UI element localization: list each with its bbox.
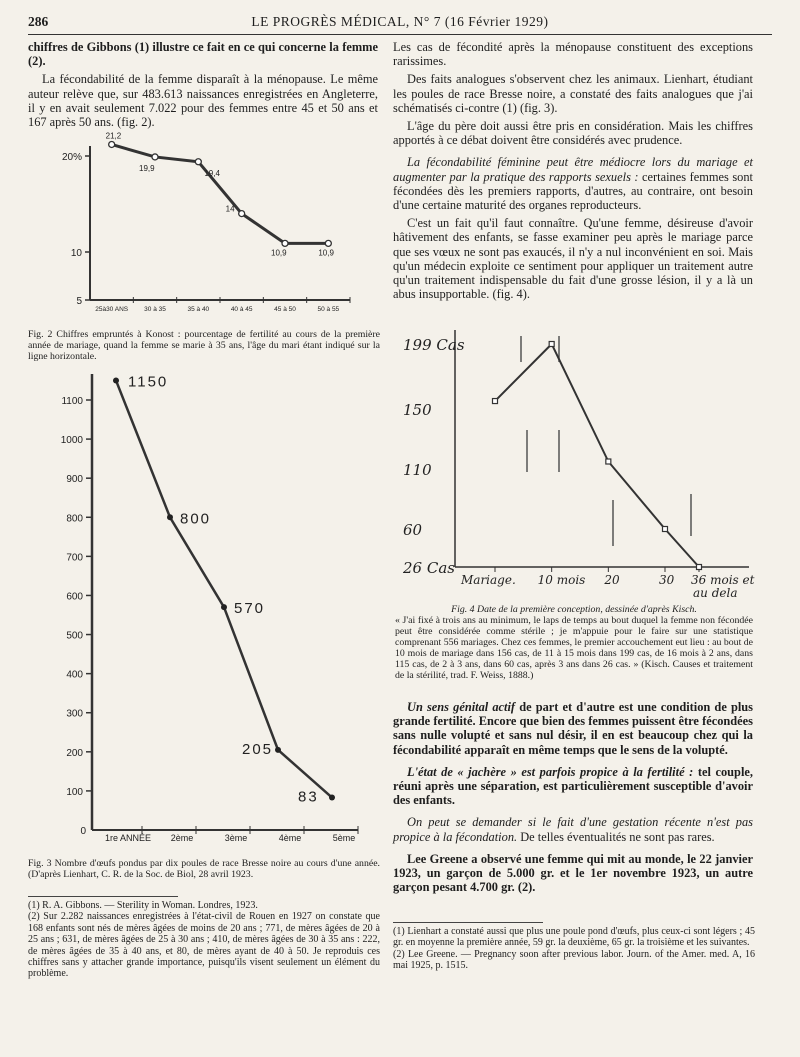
fig4-point (606, 459, 611, 464)
fig4-point (493, 399, 498, 404)
fig2-point (152, 154, 158, 160)
figure-2-caption: Fig. 2 Chiffres empruntés à Konost : pourcentage de fertilité au cours de la première année de mariage, quand la femme se marie à 35 ans, l'âge du mari étant indiqué sur la ligne horizontale. (28, 329, 380, 362)
right-column-bottom (393, 700, 753, 898)
fig4-axes (402, 330, 755, 600)
fig2-point (109, 141, 115, 147)
fig4-x-tick-label: 30 (659, 573, 675, 587)
fig3-y-tick-label: 500 (66, 630, 83, 642)
fig4-series-line (495, 344, 699, 567)
fig3-point-label: 1150 (128, 373, 169, 391)
fig3-point-label: 83 (298, 788, 319, 806)
fig2-x-tick-label: 30 à 35 (144, 306, 166, 313)
fig2-point (325, 240, 331, 246)
fig3-marks (113, 373, 335, 805)
fig2-x-tick-label: 50 à 55 (317, 306, 340, 313)
fig2-point-label: 10,9 (271, 248, 287, 258)
fig3-point-label: 205 (242, 740, 274, 758)
figure-3-caption: Fig. 3 Nombre d'œufs pondus par dix poules de race Bresse noire au cours d'une année. (D'après Lienhart, C. R. de la Soc. de Biol, 28 avril 1923. (28, 858, 380, 880)
header-rule (28, 34, 772, 35)
right-paragraph-4-italic: La fécondabilité féminine peut être médiocre lors du mariage et augmenter par la pratique des rapports sexuels : (393, 155, 753, 184)
fig2-point-label: 14 (225, 204, 235, 214)
fig3-axes (61, 374, 358, 843)
fig3-y-tick-label: 300 (66, 708, 83, 720)
fig2-point-label: 21,2 (105, 132, 122, 141)
fig3-y-tick-label: 1100 (61, 396, 83, 407)
journal-title: LE PROGRÈS MÉDICAL, N° 7 (16 Février 1929) (251, 14, 549, 29)
fig4-x-tick-label: Mariage. (461, 573, 516, 587)
fig3-y-tick-label: 800 (66, 513, 83, 525)
fig3-y-tick-label: 200 (66, 747, 83, 759)
left-footnote-1: (1) R. A. Gibbons. — Sterility in Woman. Londres, 1923. (28, 900, 258, 911)
fig4-x-tick-label-cont: au dela (693, 586, 738, 600)
fig3-x-tick-label: 4ème (278, 833, 302, 843)
figure-2-chart (28, 132, 378, 318)
figure-4-caption-body: « J'ai fixé à trois ans au minimum, le laps de temps au bout duquel la femme non fécondée peut être considérée comme stérile ; je m'appuie pour le faire sur une statistique comprenant 556 mariages. Chez ces femmes, le premier accouchement eut lieu : au bout de 10 mois de mariage dans 156 cas, de 11 à 15 mois dans 199 cas, de 16 mois à 2 ans, dans 115 cas, de 2 à 3 ans, dans 60 cas, après 3 ans dans 26 cas. » (Kisch. Causes et traitement de la stérilité, trad. F. Weiss, 1888.) (395, 615, 753, 681)
right-paragraph-9: Lee Greene a observé une femme qui mit au monde, le 22 janvier 1923, un garçon de 5.000 gr. et le 1er novembre 1923, un autre garçon pesant 4.700 gr. (2). (393, 851, 753, 895)
fig3-series-line (116, 380, 332, 797)
right-paragraph-8-italic: On peut se demander si le fait d'une gestation récente n'est pas propice à la fécondation. (393, 815, 753, 844)
fig2-y-tick-label: 10 (70, 248, 82, 259)
figure-4-chart (393, 322, 773, 600)
fig4-point (663, 527, 668, 532)
fig3-point-label: 800 (180, 510, 212, 528)
fig3-y-tick-label: 1000 (60, 435, 83, 447)
right-paragraph-6-rest: de part et d'autre est une condition de plus grande fertilité. Encore que bien des femmes puissent être fécondées sans nulle volupté et sans nul désir, il en est beaucoup chez qui la fécondabilité apparaît en même temps que le sens de la volupté. (393, 700, 753, 757)
figure-3-chart (28, 370, 383, 850)
fig2-point (195, 159, 201, 165)
fig4-y-tick-label: 199 Cas (403, 336, 465, 354)
right-paragraph-3: L'âge du père doit aussi être pris en considération. Mais les chiffres apportés à ce débat doivent être considérés avec prudence. (393, 119, 753, 148)
fig4-y-tick-label: 60 (403, 521, 423, 539)
fig3-point (113, 377, 119, 383)
fig4-point (549, 342, 554, 347)
right-paragraph-8 (393, 815, 753, 843)
fig3-point (275, 747, 281, 753)
fig3-y-tick-label: 900 (66, 474, 83, 486)
fig2-point-label: 10,9 (318, 248, 334, 258)
right-paragraph-7 (393, 765, 753, 808)
fig4-x-tick-label: 10 mois (537, 573, 586, 587)
left-footnotes (28, 896, 380, 980)
fig2-y-tick-label: 5 (76, 296, 82, 307)
right-footnote-2: (2) Lee Greene. — Pregnancy soon after previous labor. Journ. of the Amer. med. A, 16 mai 1925, p. 1515. (393, 948, 755, 972)
figure-4-caption-title: Fig. 4 Date de la première conception, dessinée d'après Kisch. (451, 604, 697, 615)
footnote-rule (393, 922, 543, 923)
fig2-x-tick-label: 25à30 ANS (95, 306, 129, 313)
fig2-y-tick-label: 20% (61, 152, 82, 163)
left-paragraph-1: chiffres de Gibbons (1) illustre ce fait en ce qui concerne la femme (2). (28, 40, 378, 69)
right-footnotes (393, 922, 755, 972)
fig2-series-line (112, 144, 329, 243)
fig2-point-label: 19,4 (204, 168, 220, 178)
right-paragraph-2: Des faits analogues s'observent chez les animaux. Lienhart, étudiant les poules de race Bresse noire, a constaté des faits analogues que j'ai schématisés ci-contre (1) (fig. 3). (393, 72, 753, 115)
fig3-y-origin-label: 0 (80, 826, 86, 837)
page-header (28, 14, 772, 34)
fig3-point (167, 514, 173, 520)
right-paragraph-6-italic: Un sens génital actif (407, 700, 516, 714)
fig4-y-tick-label: 110 (403, 461, 432, 479)
fig3-point (221, 604, 227, 610)
fig3-y-tick-label: 700 (66, 552, 83, 564)
fig4-x-tick-label: 20 (604, 573, 620, 587)
right-paragraph-7-rest: tel couple, réuni après une séparation, est particulièrement susceptible d'avoir des enfants. (393, 764, 753, 808)
fig4-y-tick-label: 26 Cas (403, 559, 455, 577)
right-paragraph-1: Les cas de fécondité après la ménopause constituent des exceptions rarissimes. (393, 40, 753, 69)
page-number: 286 (28, 14, 49, 29)
fig3-x-tick-label: 1re ANNÉE (104, 833, 152, 843)
left-footnote-2: (2) Sur 2.282 naissances enregistrées à l'état-civil de Rouen en 1927 on constate que 168 enfants sont nés de mères âgées de moins de 20 ans ; 771, de mères âgées de 20 à 25 ans ; 631, de mères âgées de 25 à 30 ans ; 410, de mères âgées de 30 à 35 ans : 222, de mères âgées de 35 à 40 ans, et 80, de mères ayant de 40 à 50. Je reproduis ces chiffres sans y attacher grande importance, puisqu'ils visent seulement un élément du problème. (28, 911, 380, 980)
fig2-x-tick-label: 35 à 40 (187, 306, 210, 313)
fig3-y-tick-label: 100 (66, 786, 83, 798)
right-paragraph-6 (393, 700, 753, 757)
fig2-x-tick-label: 40 à 45 (230, 306, 253, 313)
right-paragraph-4 (393, 155, 753, 212)
fig4-point (697, 565, 702, 570)
fig2-x-tick-label: 45 à 50 (274, 306, 296, 313)
left-column-text (28, 40, 378, 133)
figure-4-caption (395, 604, 753, 681)
fig2-point-label: 19,9 (139, 163, 155, 173)
fig3-point-label: 570 (234, 600, 266, 618)
right-paragraph-7-italic: L'état de « jachère » est parfois propice à la fertilité : (407, 764, 694, 779)
fig3-point (329, 795, 335, 801)
fig3-y-tick-label: 400 (66, 669, 83, 681)
footnote-rule (28, 896, 178, 897)
fig2-point (239, 211, 245, 217)
fig3-x-tick-label: 5ème (332, 833, 356, 843)
right-paragraph-4-rest: certaines femmes sont fécondées dès les premiers rapports, d'autres, au contraire, ont besoin d'une certaine maturité des organes reproducteurs. (393, 169, 753, 213)
left-paragraph-2: La fécondabilité de la femme disparaît à la ménopause. Le même auteur relève que, sur 483.613 naissances enregistrées en Angleterre, il y en avait seulement 7.022 pour des femmes entre 45 et 50 ans et 167 après 50 ans. (fig. 2). (28, 72, 378, 130)
fig4-y-tick-label: 150 (403, 401, 432, 419)
fig3-y-tick-label: 600 (66, 591, 83, 603)
fig3-x-tick-label: 3ème (224, 833, 248, 843)
fig3-x-tick-label: 2ème (170, 833, 194, 843)
fig2-marks (106, 132, 335, 257)
right-paragraph-8-rest: De telles éventualités ne sont pas rares. (520, 829, 715, 844)
fig4-x-tick-label: 36 mois et (691, 573, 755, 587)
right-paragraph-5: C'est un fait qu'il faut connaître. Qu'une femme, désireuse d'avoir hâtivement des enfants, se fasse examiner peu après le mariage parce que ses vœux ne sont pas exaucés, il n'y a nul inconvénient en soi. Mais qu'un médecin exploite ce sentiment pour appliquer un traitement autre qu'un traitement indispensable du fait d'une grosse lésion, il y a là un abus insupportable. (fig. 4). (393, 216, 753, 302)
right-column-top (393, 40, 753, 305)
fig2-point (282, 240, 288, 246)
right-footnote-1: (1) Lienhart a constaté aussi que plus une poule pond d'œufs, plus ceux-ci sont légers ; 45 gr. en moyenne la première année, 59 gr. la deuxième, 65 gr. la troisième et les suivantes. (393, 926, 755, 949)
